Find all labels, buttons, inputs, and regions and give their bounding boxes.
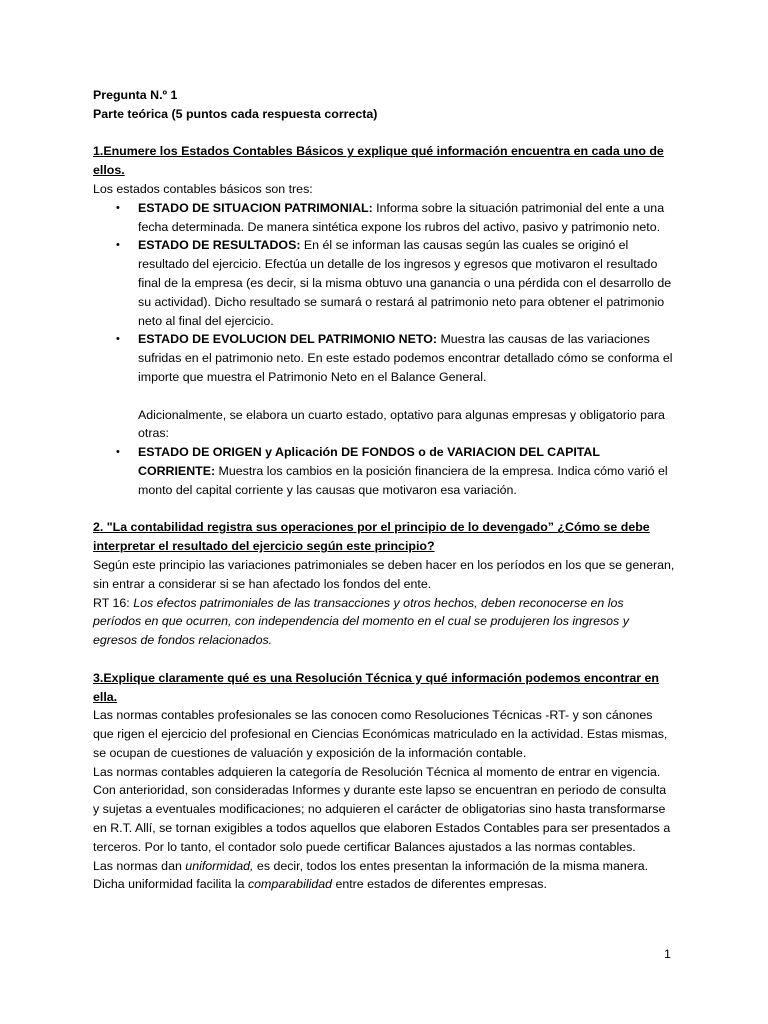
question-3-paragraph-2: Las normas contables adquieren la categoría de Resolución Técnica al momento de entrar en vigencia. Con anterioridad, son consideradas Informes y durante este lapso se encuentran en periodo de consulta y sujetas a eventuales modificaciones; no adquieren el carácter de obligatorias sino hasta transformarse en R.T. Allí, se tornan exigibles a todos aquellos que elaboren Estados Contables para ser presentados a terceros. Por lo tanto, el contador solo puede certificar Balances ajustados a las normas contables. — [93, 764, 671, 854]
spacer — [93, 500, 675, 519]
item-text: Muestra las causas de las variaciones sufridas en el patrimonio neto. En este estado podemos encontrar detallado cómo se conforma el importe que muestra el Patrimonio Neto en el Balance General. — [138, 332, 673, 384]
item-label: ESTADO DE ORIGEN y Aplicación DE FONDOS o de VARIACION DEL CAPITAL CORRIENTE: — [138, 445, 600, 478]
question-3-paragraph-1: Las normas contables profesionales se las conocen como Resoluciones Técnicas -RT- y son cánones que rigen el ejercicio del profesional en Ciencias Económicas matriculado en la actividad. Estas mismas, se ocupan de cuestiones de valuación y exposición de la información contable. — [93, 708, 668, 760]
list-item — [93, 443, 675, 499]
question-2-paragraph: Según este principio las variaciones patrimoniales se deben hacer en los períodos en los que se generan, sin entrar a considerar si se han afectado los fondos del ente. — [93, 557, 675, 591]
additional-statements-list — [93, 443, 675, 499]
question-3-heading: 3.Explique claramente qué es una Resolución Técnica y qué información podemos encontrar en ella. — [93, 670, 659, 704]
additional-statement-intro: Adicionalmente, se elabora un cuarto estado, optativo para algunas empresas y obligatorio para otras: — [138, 407, 665, 441]
text-run: Las normas dan — [93, 858, 186, 873]
bullet-icon: • — [116, 333, 120, 346]
list-item — [93, 236, 675, 330]
spacer — [93, 650, 675, 669]
question-2-rt-quote — [93, 594, 675, 650]
emphasis-uniformidad: uniformidad, — [185, 858, 254, 873]
question-3-paragraph-3 — [93, 857, 675, 895]
bullet-icon: • — [116, 446, 120, 459]
item-text: Informa sobre la situación patrimonial del ente a una fecha determinada. De manera sintética expone los rubros del activo, pasivo y patrimonio neto. — [138, 200, 665, 234]
item-text: En él se informan las causas según las cuales se originó el resultado del ejercicio. Efectúa un detalle de los ingresos y egresos que motivaron el resultado final de la empresa (es decir, si la misma obtuvo una ganancia o una pérdida con el desarrollo de su actividad). Dicho resultado se sumará o restará al patrimonio neto para obtener el patrimonio neto al final del ejercicio. — [138, 238, 672, 328]
text-run: entre estados de diferentes empresas. — [332, 877, 547, 892]
item-label: ESTADO DE SITUACION PATRIMONIAL: — [138, 200, 373, 215]
statements-list — [93, 199, 675, 387]
document-page — [93, 86, 675, 894]
list-item — [93, 199, 675, 237]
emphasis-comparabilidad: comparabilidad — [247, 877, 332, 892]
bullet-icon: • — [116, 239, 120, 252]
text-run: es decir, todos los entes presentan la información de la misma manera. Dicha uniformidad facilita la — [93, 858, 649, 892]
item-label: ESTADO DE RESULTADOS: — [138, 238, 301, 253]
question-1-intro: Los estados contables básicos son tres: — [93, 181, 313, 196]
rt-label: RT 16: — [93, 595, 130, 610]
section-subtitle: Parte teórica (5 puntos cada respuesta correcta) — [93, 106, 378, 121]
list-item — [93, 330, 675, 386]
page-number: 1 — [664, 947, 671, 961]
spacer — [93, 387, 675, 406]
item-text: Muestra los cambios en la posición financiera de la empresa. Indica cómo varió el monto del capital corriente y las causas que motivaron esa variación. — [138, 463, 668, 497]
question-1-heading: 1.Enumere los Estados Contables Básicos y explique qué información encuentra en cada uno de ellos. — [93, 144, 664, 178]
item-label: ESTADO DE EVOLUCION DEL PATRIMONIO NETO: — [138, 332, 437, 347]
question-2-heading: 2. "La contabilidad registra sus operaciones por el principio de lo devengado” ¿Cómo se debe interpretar el resultado del ejercicio según este principio? — [93, 520, 650, 554]
question-title: Pregunta N.º 1 — [93, 88, 178, 102]
rt-text: Los efectos patrimoniales de las transacciones y otros hechos, deben reconocerse en los períodos en que ocurren, con independencia del momento en el cual se produjeren los ingresos y egresos de fondos relacionados. — [93, 595, 629, 648]
spacer — [93, 124, 675, 143]
bullet-icon: • — [116, 201, 120, 214]
